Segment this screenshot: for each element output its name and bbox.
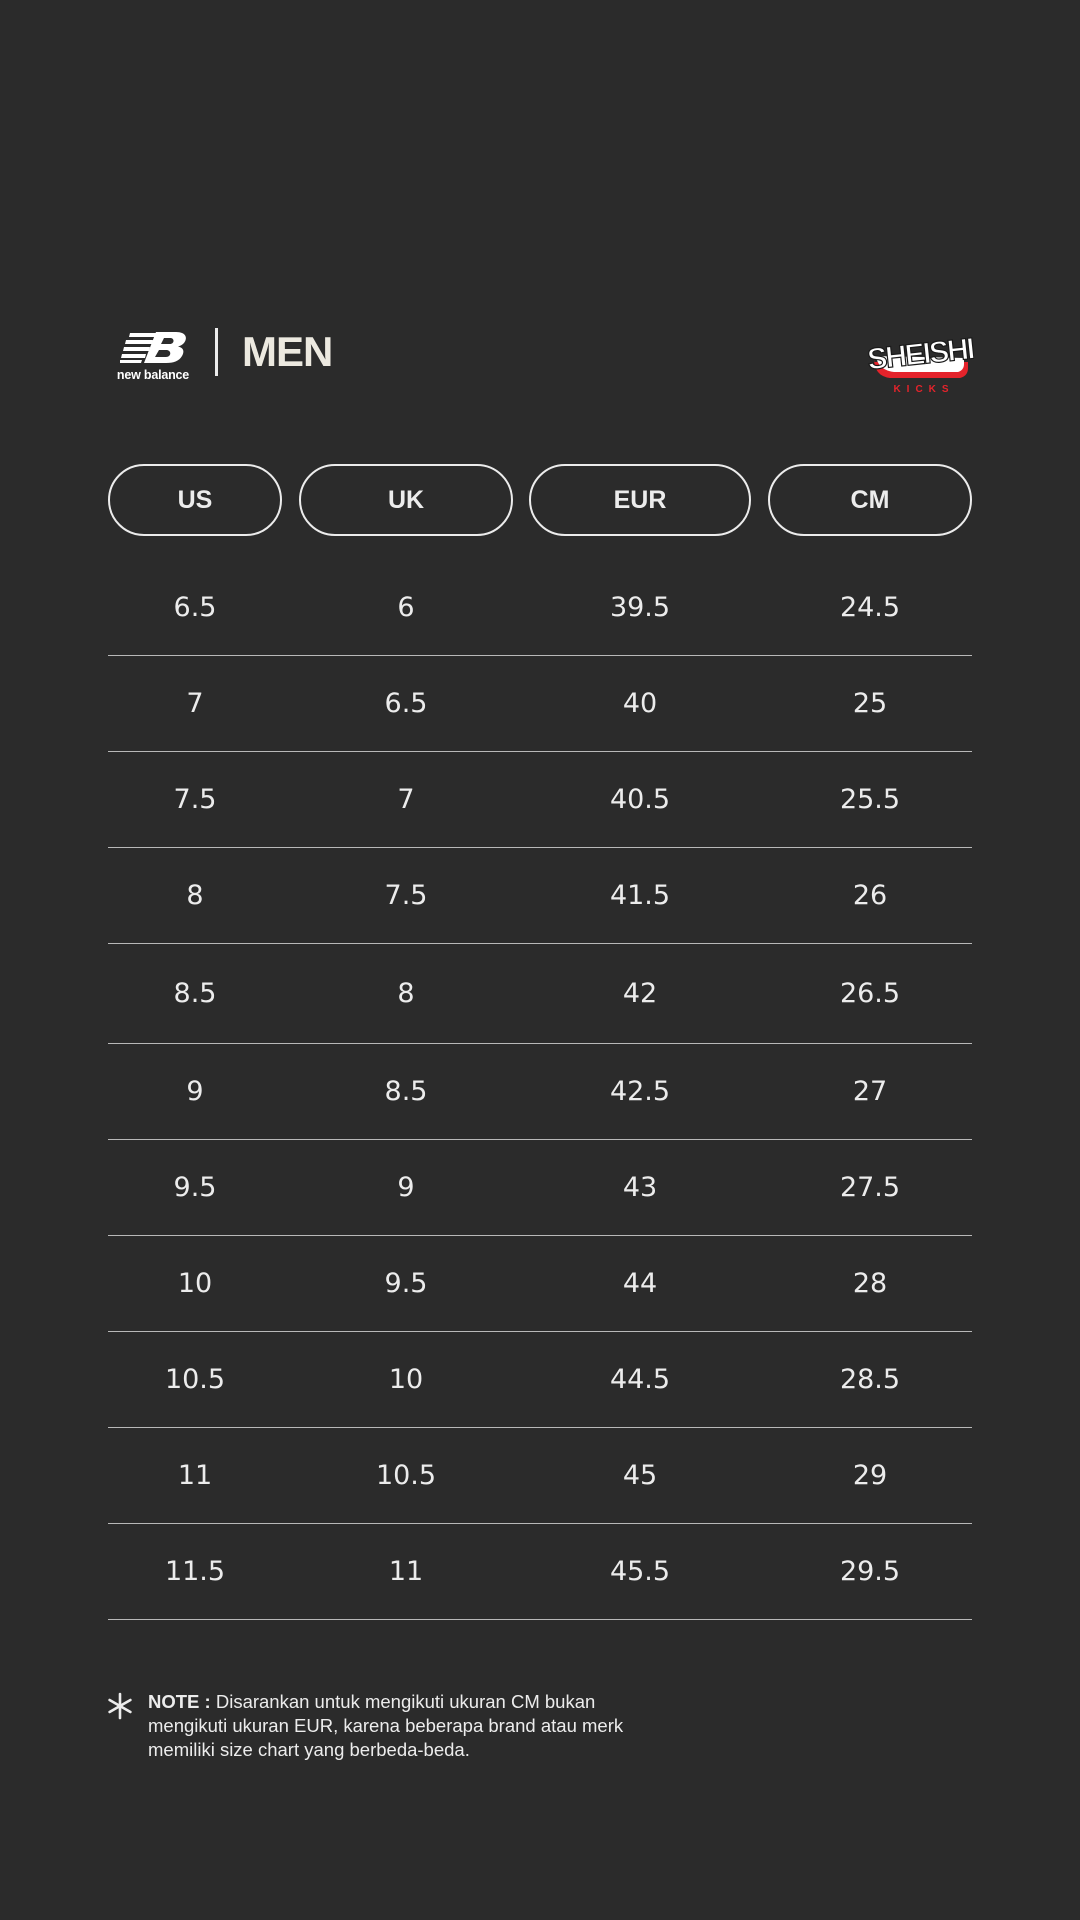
size-cell-us: 10.5 xyxy=(164,1364,226,1395)
size-cell-us: 6.5 xyxy=(173,592,217,623)
table-body xyxy=(108,560,972,1620)
table-header xyxy=(108,464,972,536)
size-cell-cm: 25 xyxy=(852,688,888,719)
size-cell-us: 7 xyxy=(186,688,204,719)
table-row xyxy=(108,752,972,848)
size-cell-uk: 7.5 xyxy=(384,880,428,911)
table-row xyxy=(108,944,972,1044)
table-row xyxy=(108,1140,972,1236)
size-cell-eur: 42.5 xyxy=(609,1076,671,1107)
column-header-uk: UK xyxy=(299,464,513,536)
column-header-cm: CM xyxy=(768,464,972,536)
size-cell-eur: 45.5 xyxy=(609,1556,671,1587)
size-cell-cm: 26 xyxy=(852,880,888,911)
size-cell-us: 8.5 xyxy=(173,978,217,1009)
column-header-us: US xyxy=(108,464,282,536)
size-cell-us: 8 xyxy=(186,880,204,911)
size-cell-eur: 45 xyxy=(622,1460,658,1491)
table-row xyxy=(108,560,972,656)
size-cell-eur: 43 xyxy=(622,1172,658,1203)
table-row xyxy=(108,1524,972,1620)
store-subtitle: KICKS xyxy=(893,384,955,395)
size-cell-eur: 41.5 xyxy=(609,880,671,911)
new-balance-logo xyxy=(112,330,194,390)
size-cell-us: 11 xyxy=(177,1460,213,1491)
new-balance-nb-icon xyxy=(120,330,188,364)
size-cell-us: 11.5 xyxy=(164,1556,226,1587)
size-cell-cm: 28.5 xyxy=(839,1364,901,1395)
size-cell-uk: 10 xyxy=(388,1364,424,1395)
size-cell-uk: 8.5 xyxy=(384,1076,428,1107)
size-cell-eur: 39.5 xyxy=(609,592,671,623)
note-label: NOTE : xyxy=(148,1691,211,1712)
size-cell-uk: 7 xyxy=(397,784,415,815)
size-cell-uk: 8 xyxy=(397,978,415,1009)
size-cell-us: 9.5 xyxy=(173,1172,217,1203)
size-cell-cm: 29.5 xyxy=(839,1556,901,1587)
size-cell-us: 9 xyxy=(186,1076,204,1107)
brand-name: new balance xyxy=(116,368,190,382)
size-cell-us: 7.5 xyxy=(173,784,217,815)
table-row xyxy=(108,656,972,752)
size-cell-eur: 42 xyxy=(622,978,658,1009)
store-logo xyxy=(864,318,974,398)
size-cell-uk: 11 xyxy=(388,1556,424,1587)
size-cell-uk: 9 xyxy=(397,1172,415,1203)
size-cell-cm: 26.5 xyxy=(839,978,901,1009)
size-cell-uk: 6 xyxy=(397,592,415,623)
size-cell-eur: 40.5 xyxy=(609,784,671,815)
size-cell-cm: 27.5 xyxy=(839,1172,901,1203)
size-cell-cm: 28 xyxy=(852,1268,888,1299)
size-chart-table xyxy=(108,464,972,1587)
size-cell-uk: 9.5 xyxy=(384,1268,428,1299)
column-header-eur: EUR xyxy=(529,464,751,536)
page-title: MEN xyxy=(242,328,333,375)
size-cell-eur: 44 xyxy=(622,1268,658,1299)
size-cell-eur: 44.5 xyxy=(609,1364,671,1395)
size-cell-cm: 25.5 xyxy=(839,784,901,815)
size-cell-cm: 27 xyxy=(852,1076,888,1107)
table-row xyxy=(108,1044,972,1140)
size-cell-uk: 10.5 xyxy=(375,1460,437,1491)
size-cell-cm: 29 xyxy=(852,1460,888,1491)
store-name: SHEISHI xyxy=(865,332,974,377)
note-body: Disarankan untuk mengikuti ukuran CM bukan mengikuti ukuran EUR, karena beberapa brand atau merk memiliki size chart yang berbeda-beda. xyxy=(148,1691,624,1760)
size-cell-uk: 6.5 xyxy=(384,688,428,719)
header xyxy=(108,318,972,408)
size-cell-cm: 24.5 xyxy=(839,592,901,623)
size-cell-eur: 40 xyxy=(622,688,658,719)
table-row xyxy=(108,1236,972,1332)
asterisk-icon xyxy=(106,1692,134,1720)
table-row xyxy=(108,848,972,944)
header-divider xyxy=(215,328,218,376)
table-row xyxy=(108,1332,972,1428)
note-text xyxy=(148,1690,668,1762)
table-row xyxy=(108,1428,972,1524)
size-cell-us: 10 xyxy=(177,1268,213,1299)
